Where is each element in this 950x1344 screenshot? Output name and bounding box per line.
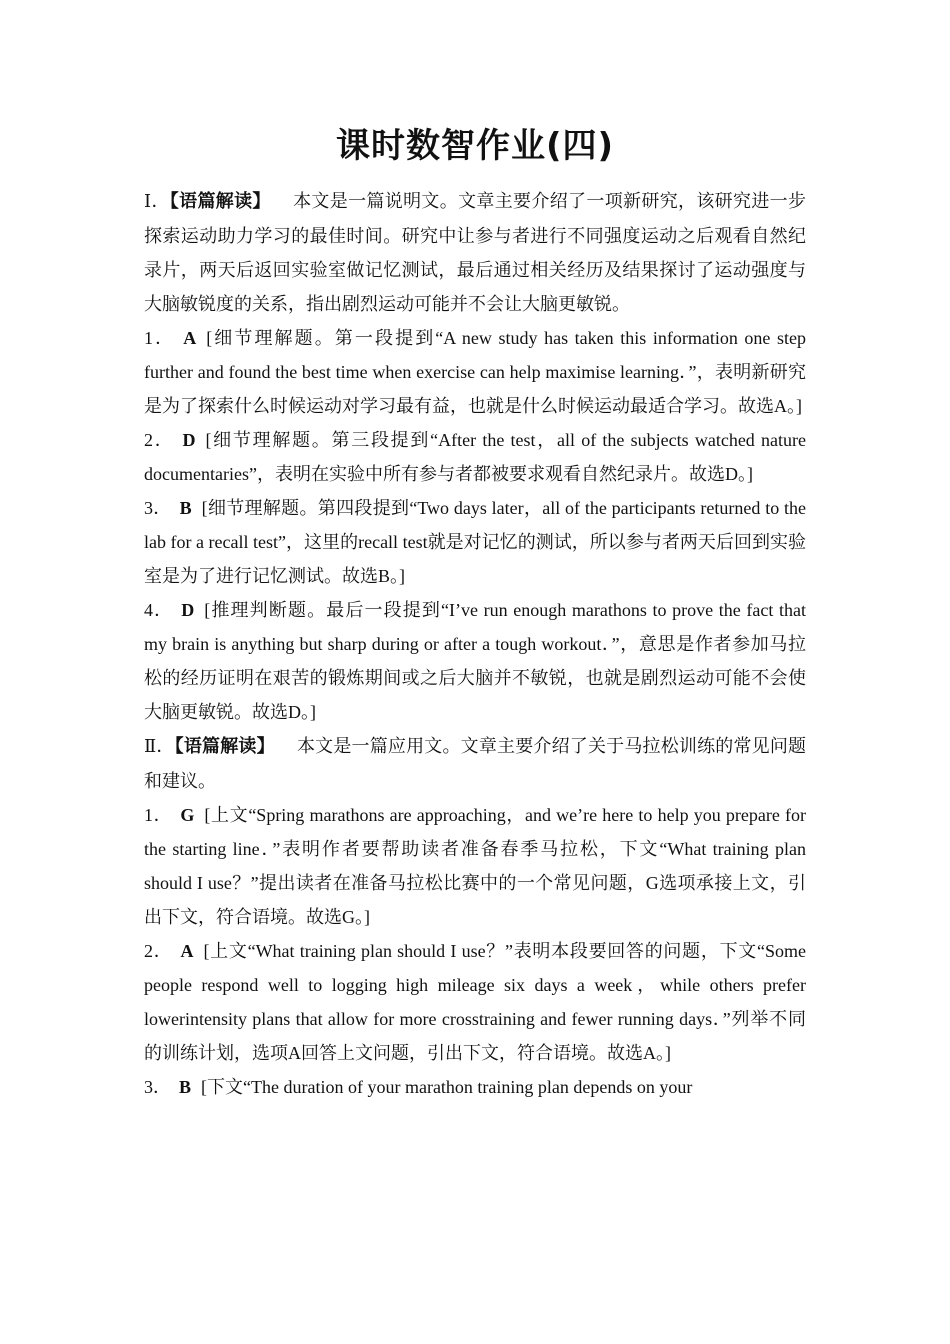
answer-explanation: [上文“What training plan should I use？”表明本段要回答的问题，下文“Some people respond well to logging high mileage six days a week，while others prefer lowerintensity plans that allow for more crosstraining and fewer running days．”列举不同的训练计划，选项A回答上文问题，引出下文，符合语境。故选A。] (144, 941, 806, 1063)
section-1-numeral: Ⅰ． (144, 191, 170, 212)
answer-number: 3． (144, 1077, 171, 1097)
answer-letter: G (180, 805, 195, 825)
section-2-intro (144, 729, 806, 798)
answer-letter: B (179, 1077, 192, 1097)
section-2-numeral: Ⅱ． (144, 736, 175, 757)
answer-explanation: [细节理解题。第四段提到“Two days later，all of the participants returned to the lab for a recall test”，这里的recall test就是对记忆的测试，所以参与者两天后回到实验室是为了进行记忆测试。故选B。] (144, 498, 807, 586)
page-title: 课时数智作业(四) (335, 126, 615, 166)
answer-number: 1． (144, 805, 173, 825)
section-1-tag: 【语篇解读】 (169, 191, 271, 212)
answer-letter: B (179, 498, 192, 518)
answer-explanation: [推理判断题。最后一段提到“I’ve run enough marathons to prove the fact that my brain is anything but sharp during or after a tough workout．”，意思是作者参加马拉松的经历证明在艰苦的锻炼期间或之后大脑并不敏锐，也就是剧烈运动可能不会使大脑更敏锐。故选D。] (144, 600, 806, 722)
answer-content (144, 184, 806, 1104)
answer-item (144, 593, 806, 729)
answer-explanation: [下文“The duration of your marathon training plan depends on your (201, 1077, 693, 1097)
answer-number: 2． (144, 941, 173, 961)
answer-explanation: [细节理解题。第一段提到“A new study has taken this information one step further and found the best time when exercise can help maximise learning．”，表明新研究是为了探索什么时候运动对学习最有益，也就是什么时候运动最适合学习。故选A。] (144, 328, 806, 416)
answer-item (144, 934, 806, 1070)
answer-explanation: [细节理解题。第三段提到“After the test，all of the subjects watched nature documentaries”，表明在实验中所有参与者都被要求观看自然纪录片。故选D。] (144, 430, 806, 484)
section-2-summary: 本文是一篇应用文。文章主要介绍了关于马拉松训练的常见问题和建议。 (144, 736, 807, 791)
answer-number: 3． (144, 498, 172, 518)
answer-item (144, 491, 806, 593)
answer-item (144, 423, 806, 491)
answer-letter: D (182, 430, 196, 450)
answer-item (144, 798, 806, 934)
answer-item (144, 321, 806, 423)
section-1-intro (144, 184, 806, 321)
answer-letter: D (181, 600, 195, 620)
answer-number: 2． (144, 430, 175, 450)
section-2-tag: 【语篇解读】 (174, 736, 275, 757)
answer-number: 4． (144, 600, 174, 620)
answer-item (144, 1070, 806, 1104)
section-1-summary: 本文是一篇说明文。文章主要介绍了一项新研究，该研究进一步探索运动助力学习的最佳时间。研究中让参与者进行不同强度运动之后观看自然纪录片，两天后返回实验室做记忆测试，最后通过相关经历及结果探讨了运动强度与大脑敏锐度的关系，指出剧烈运动可能并不会让大脑更敏锐。 (144, 191, 806, 314)
answer-letter: A (180, 941, 194, 961)
answer-explanation: [上文“Spring marathons are approaching，and we’re here to help you prepare for the starting line．”表明作者要帮助读者准备春季马拉松，下文“What training plan should I use？”提出读者在准备马拉松比赛中的一个常见问题，G选项承接上文，引出下文，符合语境。故选G。] (144, 805, 806, 927)
answer-letter: A (183, 328, 197, 348)
answer-number: 1． (144, 328, 176, 348)
